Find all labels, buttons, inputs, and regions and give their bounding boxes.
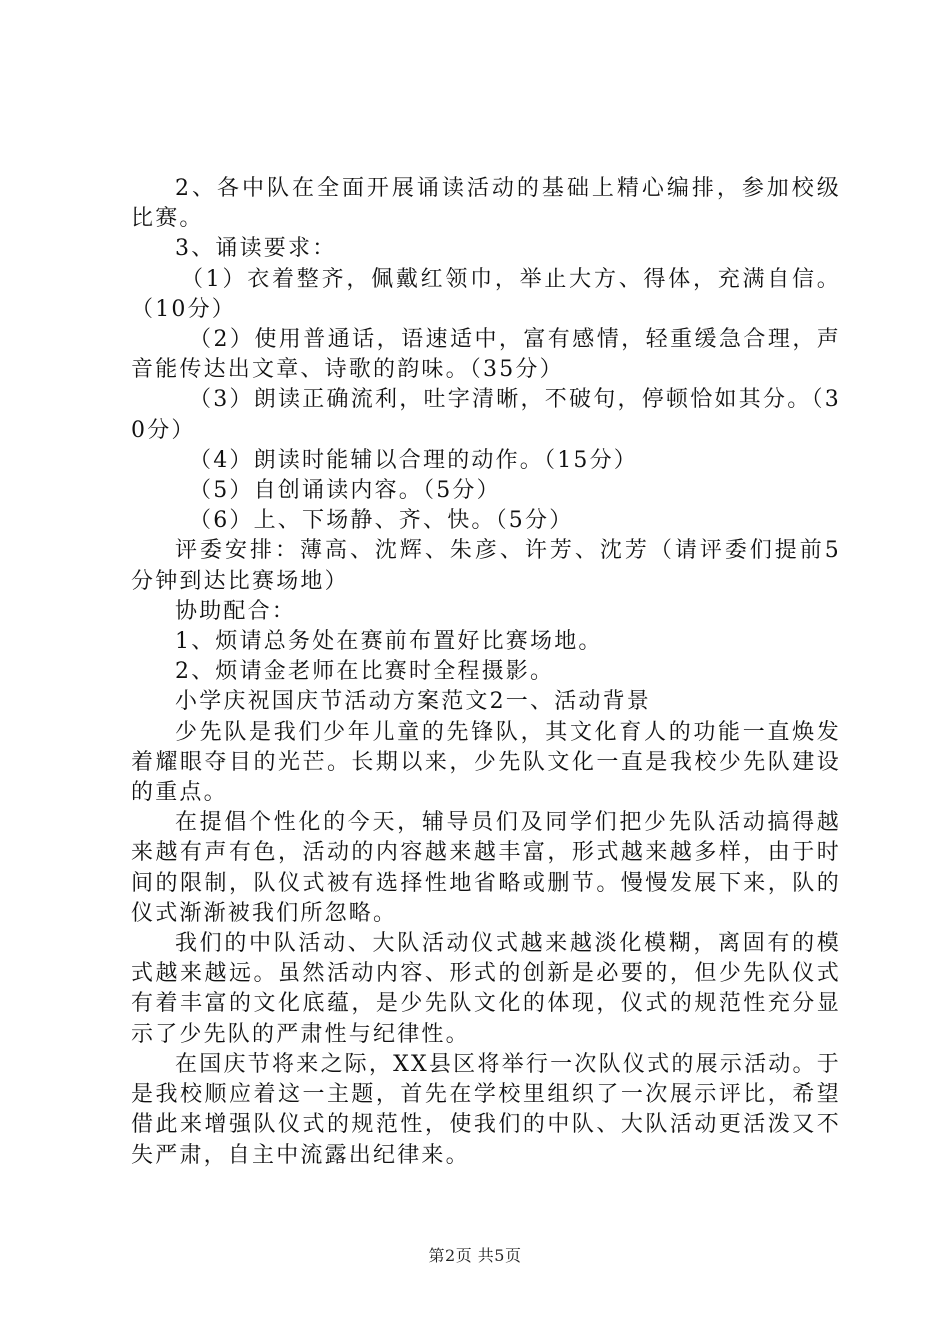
paragraph-assistance-2: 2、烦请金老师在比赛时全程摄影。 (175, 659, 555, 685)
paragraph-competition-arrangement: 2、各中队在全面开展诵读活动的基础上精心编排，参加校级比赛。 (131, 176, 841, 232)
paragraph-judges: 评委安排：薄高、沈辉、朱彦、许芳、沈芳（请评委们提前5分钟到达比赛场地） (131, 538, 841, 594)
paragraph-requirement-6: （6）上、下场静、齐、快。（5分） (189, 508, 574, 534)
paragraph-requirement-4: （4）朗读时能辅以合理的动作。（15分） (189, 447, 638, 473)
paragraph-background-1: 少先队是我们少年儿童的先锋队，其文化育人的功能一直焕发着耀眼夺目的光芒。长期以来，少先队文化一直是我校少先队建设的重点。 (131, 719, 841, 806)
paragraph-requirement-2: （2）使用普通话，语速适中，富有感情，轻重缓急合理，声音能传达出文章、诗歌的韵味。（35分） (131, 327, 841, 383)
paragraph-background-4: 在国庆节将来之际，XX县区将举行一次队仪式的展示活动。于是我校顺应着这一主题，首先在学校里组织了一次展示评比，希望借此来增强队仪式的规范性，使我们的中队、大队活动更活泼又不失严肃，自主中流露出纪律来。 (131, 1051, 841, 1168)
paragraph-reading-requirements-heading: 3、诵读要求： (175, 236, 337, 262)
paragraph-background-3: 我们的中队活动、大队活动仪式越来越淡化模糊，离固有的模式越来越远。虽然活动内容、形式的创新是必要的，但少先队仪式有着丰富的文化底蕴，是少先队文化的体现，仪式的规范性充分显示了少先队的严肃性与纪律性。 (131, 931, 841, 1047)
paragraph-requirement-3: （3）朗读正确流利，吐字清晰，不破句，停顿恰如其分。（30分） (131, 387, 841, 443)
paragraph-background-2: 在提倡个性化的今天，辅导员们及同学们把少先队活动搞得越来越有声有色，活动的内容越来越丰富，形式越来越多样，由于时间的限制，队仪式被有选择性地省略或删节。慢慢发展下来，队的仪式渐渐被我们所忽略。 (131, 810, 841, 926)
paragraph-requirement-1: （1）衣着整齐，佩戴红领巾，举止大方、得体，充满自信。（10分） (131, 266, 841, 322)
page-number-footer: 第2页 共5页 (428, 1246, 522, 1265)
document-body (131, 174, 841, 1171)
paragraph-assistance-1: 1、烦请总务处在赛前布置好比赛场地。 (175, 629, 603, 655)
paragraph-assistance-heading: 协助配合： (175, 598, 297, 624)
paragraph-requirement-5: （5）自创诵读内容。（5分） (189, 478, 501, 504)
paragraph-section-title: 小学庆祝国庆节活动方案范文2一、活动背景 (175, 689, 651, 715)
